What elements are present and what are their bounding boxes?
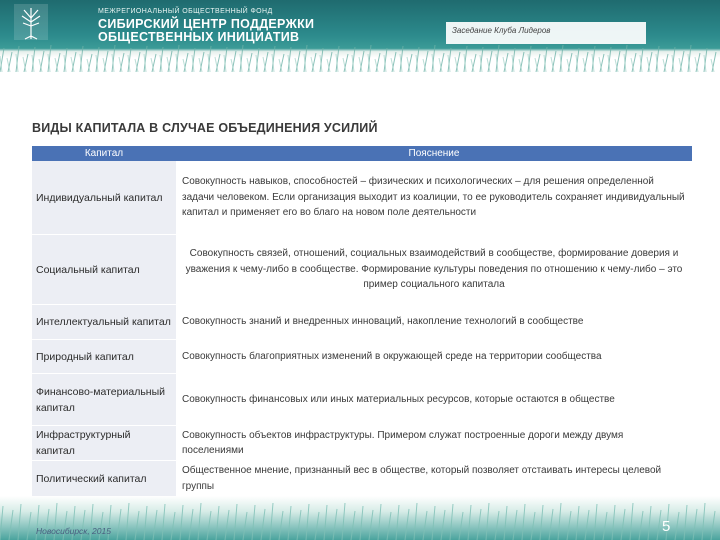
tree-logo-icon [14,4,48,40]
table-row [32,161,692,235]
capital-description: Совокупность объектов инфраструктуры. Примером служат построенные дороги между двумя поселениями [176,426,692,460]
footer-city: Новосибирск, 2015 [36,526,111,536]
page-number: 5 [662,518,671,535]
capital-name: Инфраструктурный капитал [32,426,176,460]
capital-name: Социальный капитал [32,235,176,304]
table-row [32,235,692,305]
org-name-line1: СИБИРСКИЙ ЦЕНТР ПОДДЕРЖКИ [98,17,315,31]
table-row [32,374,692,426]
table-header-capital: Капитал [84,148,124,159]
capital-description: Совокупность навыков, способностей – физических и психологических – для решения определенной задачи человеком. Если организация выходит из коалиции, то ее руководитель сохраняет индивидуальный капитал и применяет его во благо на новом поле деятельности [176,161,692,234]
capital-description: Совокупность финансовых или иных материальных ресурсов, которые остаются в обществе [176,374,692,425]
table-row [32,305,692,340]
table-row [32,461,692,497]
capital-name: Интеллектуальный капитал [32,305,176,339]
table-row [32,426,692,461]
table-header-row [32,146,692,161]
table-row [32,340,692,374]
capital-description: Общественное мнение, признанный вес в обществе, который позволяет отстаивать интересы целевой группы [176,461,692,496]
capital-name: Природный капитал [32,340,176,373]
slide-title: ВИДЫ КАПИТАЛА В СЛУЧАЕ ОБЪЕДИНЕНИЯ УСИЛИЙ [32,121,378,135]
org-subtitle: МЕЖРЕГИОНАЛЬНЫЙ ОБЩЕСТВЕННЫЙ ФОНД [98,8,273,15]
capital-name: Политический капитал [32,461,176,496]
header-banner [0,0,720,78]
grass-decoration [0,42,720,72]
capital-description: Совокупность знаний и внедренных инноваций, накопление технологий в сообществе [176,305,692,339]
capital-name: Финансово-материальный капитал [32,374,176,425]
capital-table [32,146,692,497]
capital-name: Индивидуальный капитал [32,161,176,234]
capital-description: Совокупность благоприятных изменений в окружающей среде на территории сообщества [176,340,692,373]
table-header-explanation: Пояснение [408,148,460,159]
org-name-line2: ОБЩЕСТВЕННЫХ ИНИЦИАТИВ [98,30,300,44]
capital-description: Совокупность связей, отношений, социальных взаимодействий в сообществе, формирование доверия и уважения к чему-либо в сообществе. Формирование культуры поведения по отношению к чему-либо – это пример социального капитала [176,235,692,304]
meeting-label: Заседание Клуба Лидеров [452,26,551,35]
